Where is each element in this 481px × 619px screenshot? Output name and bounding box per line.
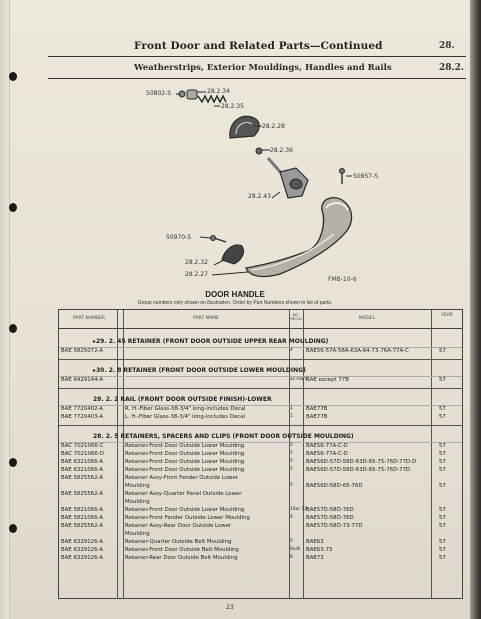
cell-year: 57 <box>439 483 446 489</box>
cell-part-number: BAE 6329126-A <box>61 547 104 553</box>
cell-part-number: BAE 6321066-A <box>61 467 104 473</box>
cell-part-name: Retainer Assy-Front Fender Outside Lower <box>125 475 238 481</box>
cell-year: 57 <box>439 523 446 529</box>
cell-part-name: Retainer-Front Fender Outside Lower Moulding <box>125 515 250 521</box>
cell-part-number: BAE 6329126-A <box>61 555 104 561</box>
cell-quantity: 5 <box>290 443 293 448</box>
cell-model: BAE56D-57D-58D-63D-65-75-76D-77D-D <box>306 459 417 465</box>
cell-year: 57 <box>439 377 446 383</box>
cell-model: BAE except 77B <box>306 377 349 383</box>
cell-part-name: Retainer-Quarter Outside Belt Moulding <box>125 539 232 545</box>
table-row <box>59 483 462 491</box>
cell-part-name: Retainer Assy-Quarter Panel Outside Lower <box>125 491 242 497</box>
table-row <box>59 491 462 499</box>
cell-quantity: 10or 12 <box>290 507 308 512</box>
cell-part-number: BAE 5825562-A <box>61 523 104 529</box>
header-rule <box>59 328 462 329</box>
cell-part-name: Moulding <box>125 483 150 489</box>
cell-year: 57 <box>439 451 446 457</box>
cell-model: BAE56-77A-C-D <box>306 443 348 449</box>
callout-label: 50802-S <box>146 90 172 97</box>
group-heading: ▸30. 2. 8 RETAINER (FRONT DOOR OUTSIDE LOWER MOULDING) <box>93 367 306 374</box>
binder-hole <box>9 458 17 467</box>
cell-year: 57 <box>439 539 446 545</box>
cell-part-number: BAE 5821066-A <box>61 507 104 513</box>
cell-part-name: Moulding <box>125 499 150 505</box>
cell-model: BAE63-73 <box>306 547 333 553</box>
table-row <box>59 377 462 385</box>
cell-part-number: BAE 6321066-A <box>61 459 104 465</box>
callout-label: 28.2.36 <box>270 147 293 154</box>
callout-label: 28.2.27 <box>185 271 208 278</box>
cell-part-name: R. H.-Fiber Glass-38-3/4" long-includes Decal <box>125 406 246 412</box>
table-row <box>59 523 462 531</box>
table-row <box>59 414 462 422</box>
callout-label: 28.2.43 <box>248 193 271 200</box>
figure-note: Group numbers only shown on illustration. Order by Part Numbers shown in list of parts. <box>137 300 333 306</box>
cell-quantity: 5 <box>290 451 293 456</box>
cell-quantity: 4 <box>290 515 293 520</box>
page-title: Front Door and Related Parts—Continued <box>134 40 383 52</box>
column-header-year: YEAR <box>441 313 453 318</box>
cell-year: 57 <box>439 406 446 412</box>
column-header-part-number: PART NUMBER <box>72 316 106 321</box>
table-row <box>59 515 462 523</box>
callout-label: 28.2.34 <box>207 88 230 95</box>
cell-year: 57 <box>439 547 446 553</box>
callout-label: 28.2.28 <box>262 123 285 130</box>
cell-model: BAE63 <box>306 539 324 545</box>
door-handle-illustration <box>150 82 390 287</box>
cell-year: 57 <box>439 467 446 473</box>
cell-year: 57 <box>439 555 446 561</box>
cell-quantity: 5 <box>290 483 293 488</box>
cell-quantity: 5 <box>290 467 293 472</box>
cell-model: BAE77B <box>306 414 328 420</box>
table-row <box>59 547 462 555</box>
cell-year: 57 <box>439 515 446 521</box>
figure-title: DOOR HANDLE <box>205 290 265 299</box>
cell-model: BAE57D-58D-76D <box>306 515 354 521</box>
callout-label: 28.2.35 <box>221 103 244 110</box>
subsection-number: 28.2. <box>439 63 465 73</box>
cell-part-number: BAE 7720402-A <box>61 406 104 412</box>
table-row <box>59 467 462 475</box>
binder-hole <box>9 324 17 333</box>
table-row <box>59 406 462 414</box>
callout-label: 50970-S <box>166 234 192 241</box>
cell-model: BAE56D-57D-58D-63D-65-75-76D-77D <box>306 467 411 473</box>
cell-quantity: 8 <box>290 555 293 560</box>
cell-part-name: Retainer-Front Door Outside Lower Moulding <box>125 443 245 449</box>
page-number: 23 <box>226 604 234 611</box>
group-separator <box>59 425 462 426</box>
cell-year: 57 <box>439 443 446 449</box>
cell-quantity: as req'd <box>290 377 308 382</box>
cell-quantity: 6or8 <box>290 547 301 552</box>
cell-part-name: Retainer-Front Door Outside Lower Moulding <box>125 451 245 457</box>
cell-model: BAE77B <box>306 406 328 412</box>
cell-part-name: L. H.-Fiber Glass-38-3/4" long-includes Decal <box>125 414 245 420</box>
cell-part-number: BAC 7021066-D <box>61 451 104 457</box>
cell-model: BAE56-77A-C-D <box>306 451 348 457</box>
cell-quantity: 5 <box>290 539 293 544</box>
cell-part-number: BAE 5821066-A <box>61 515 104 521</box>
cell-part-name: Moulding <box>125 531 150 537</box>
column-header-model: MODEL <box>358 316 376 321</box>
cell-model: BAE73 <box>306 555 324 561</box>
table-row <box>59 507 462 515</box>
callout-label: 50857-S <box>353 173 379 180</box>
cell-part-number: BAE 7720403-A <box>61 414 104 420</box>
cell-quantity: 4 <box>290 348 293 353</box>
cell-part-name: Retainer-Front Door Outside Lower Moulding <box>125 459 245 465</box>
table-row <box>59 555 462 563</box>
binder-hole <box>9 203 17 212</box>
cell-part-name: Retainer-Front Door Outside Lower Moulding <box>125 507 245 513</box>
column-header-part-name: PART NAME <box>193 316 219 321</box>
cell-part-number: BAC 7021066-C <box>61 443 104 449</box>
group-heading: 28. 2. 2 RAIL (FRONT DOOR OUTSIDE FINISH)-LOWER <box>93 396 272 403</box>
cell-part-name: Retainer-Front Door Outside Lower Moulding <box>125 467 245 473</box>
cell-quantity: 1 <box>290 414 293 419</box>
page-subtitle: Weatherstrips, Exterior Mouldings, Handles and Rails <box>134 63 392 73</box>
cell-part-number: BAE 6429144-A <box>61 377 104 383</box>
cell-model: BAE56D-58D-65-76D <box>306 483 363 489</box>
table-row <box>59 499 462 507</box>
header-rule <box>48 56 466 57</box>
table-row <box>59 451 462 459</box>
group-heading: ▸29. 2. 45 RETAINER (FRONT DOOR OUTSIDE UPPER REAR MOULDING) <box>93 338 329 345</box>
section-number: 28. <box>439 41 455 51</box>
parts-table <box>58 309 463 599</box>
cell-model: BAE57D-58D-76D <box>306 507 354 513</box>
table-row <box>59 475 462 483</box>
group-separator <box>59 388 462 389</box>
binder-hole <box>9 72 17 81</box>
figure-code: FMB-10-6 <box>328 276 357 283</box>
table-row <box>59 459 462 467</box>
group-heading: 28. 2. 5 RETAINERS, SPACERS AND CLIPS (FRONT DOOR OUTSIDE MOULDING) <box>93 433 354 440</box>
cell-part-name: Retainer Assy-Rear Door Outside Lower <box>125 523 232 529</box>
cell-part-number: BAE 5825562-A <box>61 491 104 497</box>
cell-part-name: Retainer-Rear Door Outside Belt Moulding <box>125 555 238 561</box>
table-row <box>59 443 462 451</box>
cell-year: 57 <box>439 414 446 420</box>
table-row <box>59 539 462 547</box>
binder-hole <box>9 524 17 533</box>
cell-part-number: BAE 5825072-A <box>61 348 104 354</box>
cell-part-number: BAE 6329126-A <box>61 539 104 545</box>
cell-year: 57 <box>439 507 446 513</box>
cell-quantity: 1 <box>290 406 293 411</box>
group-separator <box>59 359 462 360</box>
table-row <box>59 531 462 539</box>
cell-year: 57 <box>439 459 446 465</box>
table-row <box>59 348 462 356</box>
callout-label: 28.2.32 <box>185 259 208 266</box>
cell-part-name: Retainer-Front Door Outside Belt Moulding <box>125 547 239 553</box>
header-rule <box>48 78 466 79</box>
cell-quantity: 5 <box>290 459 293 464</box>
cell-year: 57 <box>439 348 446 354</box>
cell-model: BAE56-57A-58A-63A-64-73-76A-77A-C <box>306 348 409 354</box>
column-header-no-reqd: NO. REQ'D <box>290 313 302 321</box>
cell-model: BAE57D-58D-73-77D <box>306 523 363 529</box>
cell-part-number: BAE 5825562-A <box>61 475 104 481</box>
